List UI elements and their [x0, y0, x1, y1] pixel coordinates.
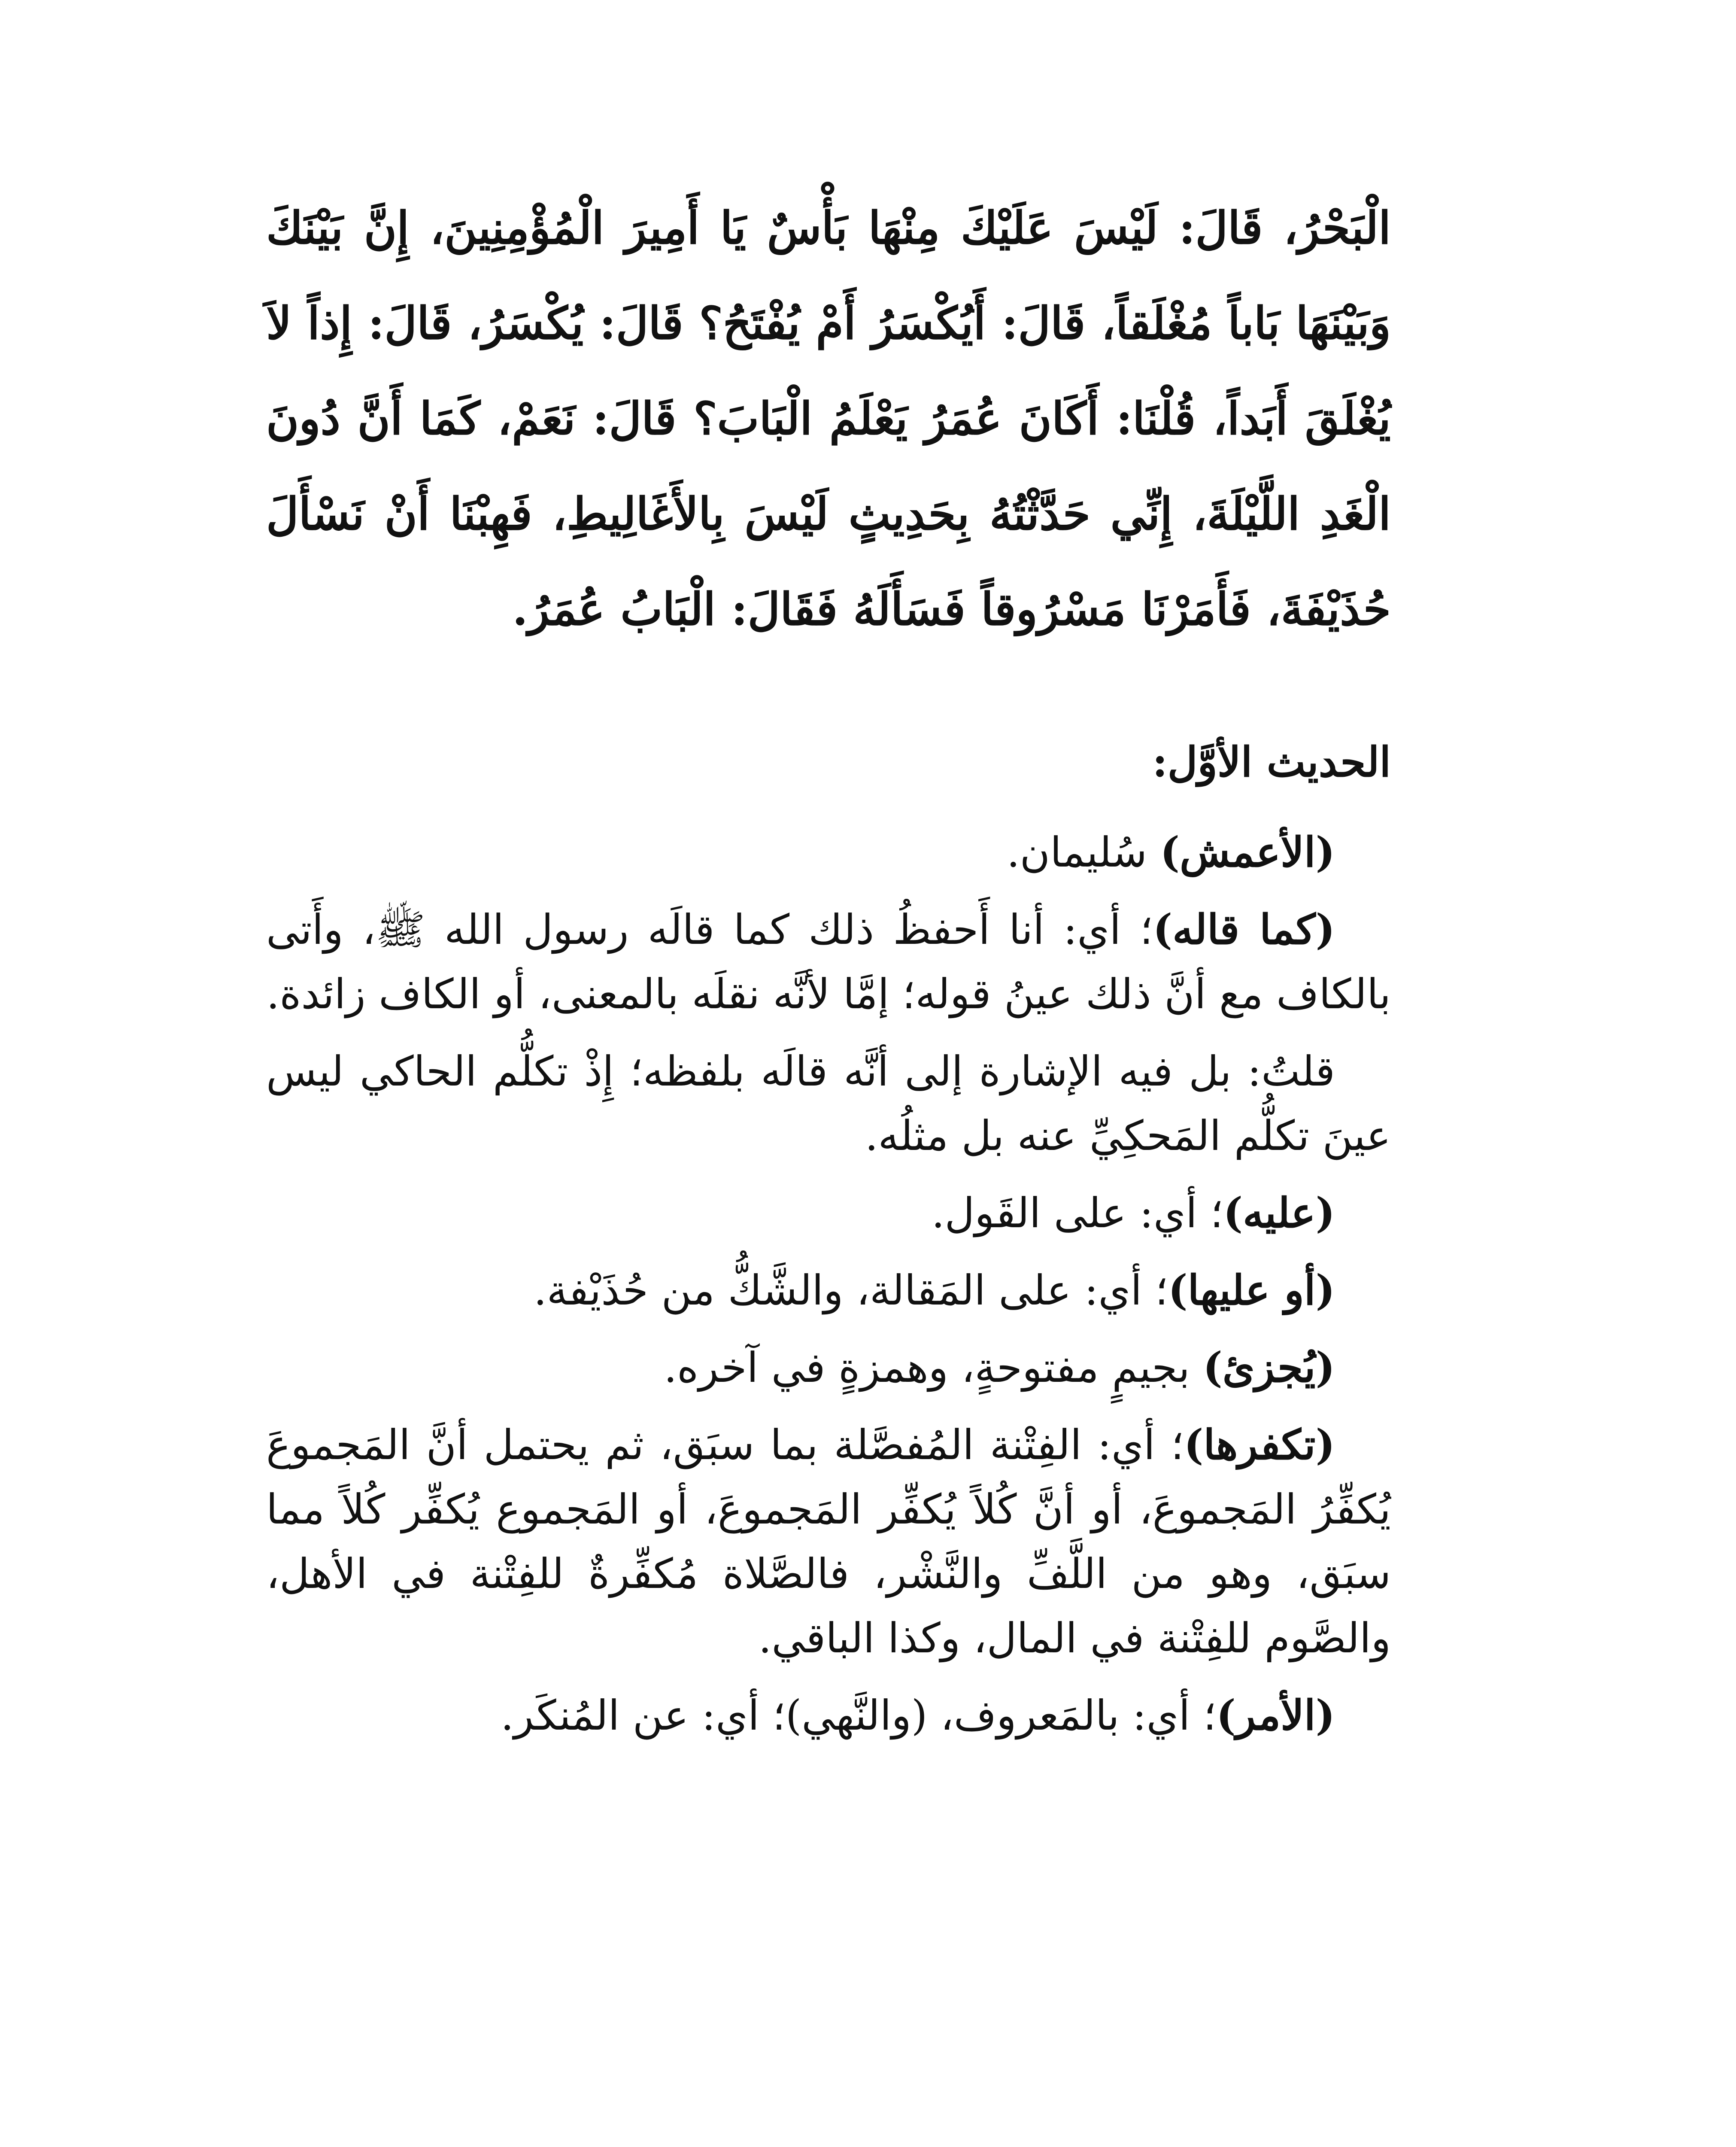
commentary-paragraph	[266, 1683, 1391, 1748]
commentary-text: ؛ أي: الفِتْنة المُفصَّلة بما سبَق، ثم يحتمل أنَّ المَجموعَ يُكفِّرُ المَجموعَ، أو أنَّ كُلاً يُكفِّر المَجموعَ، أو المَجموع يُكفِّر كُلاً مما سبَق، وهو من اللَّفِّ والنَّشْر، فالصَّلاة مُكفِّرةٌ للفِتْنة في الأهل، والصَّوم للفِتْنة في المال، وكذا الباقي.	[266, 1421, 1391, 1662]
commentary-text: ؛ أي: على المَقالة، والشَّكُّ من حُذَيْفة.	[534, 1266, 1168, 1314]
commentary-text: ؛ أي: على القَول.	[932, 1189, 1223, 1237]
section-heading: الحديث الأوَّل:	[1152, 738, 1391, 786]
lemma: (كما قاله)	[1153, 905, 1335, 954]
commentary-paragraph	[266, 1413, 1391, 1670]
commentary-paragraph	[266, 1258, 1391, 1323]
commentary-text: بجيمٍ مفتوحةٍ، وهمزةٍ في آخره.	[664, 1344, 1203, 1392]
commentary-paragraph	[266, 1181, 1391, 1245]
commentary-section	[266, 730, 1391, 1761]
lemma: (أو عليها)	[1168, 1266, 1335, 1314]
commentary-text: ؛ أي: بالمَعروف، (والنَّهي)؛ أي: عن المُنكَر.	[501, 1691, 1217, 1739]
lemma: (الأمر)	[1216, 1691, 1335, 1739]
commentary-text: قلتُ: بل فيه الإشارة إلى أنَّه قالَه بلفظه؛ إِذْ تكلُّم الحاكي ليس عينَ تكلُّم المَحكِيِّ عنه بل مثلُه.	[266, 1047, 1391, 1160]
commentary-paragraph	[266, 820, 1391, 885]
commentary-text: ؛ أي: أنا أَحفظُ ذلك كما قالَه رسول الله ﷺ، وأَتى بالكاف مع أنَّ ذلك عينُ قوله؛ إمَّا لأنَّه نقلَه بالمعنى، أو الكاف زائدة.	[266, 906, 1391, 1018]
lemma: (عليه)	[1223, 1189, 1335, 1237]
commentary-paragraph	[266, 1335, 1391, 1400]
lemma: (الأعمش)	[1160, 828, 1335, 876]
commentary-text: سُليمان.	[1007, 828, 1160, 876]
commentary-paragraph	[266, 897, 1391, 1026]
lemma: (يُجزئ)	[1203, 1343, 1335, 1392]
commentary-paragraph	[266, 1039, 1391, 1168]
hadith-text: الْبَحْرُ، قَالَ: لَيْسَ عَلَيْكَ مِنْهَا بَأْسٌ يَا أَمِيرَ الْمُؤْمِنِينَ، إِنَّ بَيْنَكَ وَبَيْنَهَا بَاباً مُغْلَقاً، قَالَ: أَيُكْسَرُ أَمْ يُفْتَحُ؟ قَالَ: يُكْسَرُ، قَالَ: إِذاً لاَ يُغْلَقَ أَبَداً، قُلْنَا: أَكَانَ عُمَرُ يَعْلَمُ الْبَابَ؟ قَالَ: نَعَمْ، كَمَا أَنَّ دُونَ الْغَدِ اللَّيْلَةَ، إِنِّي حَدَّثْتُهُ بِحَدِيثٍ لَيْسَ بِالأَغَالِيطِ، فَهِبْنَا أَنْ نَسْأَلَ حُذَيْفَةَ، فَأَمَرْنَا مَسْرُوقاً فَسَأَلَهُ فَقَالَ: الْبَابُ عُمَرُ.	[266, 201, 1391, 636]
lemma: (تكفرها)	[1184, 1420, 1335, 1469]
